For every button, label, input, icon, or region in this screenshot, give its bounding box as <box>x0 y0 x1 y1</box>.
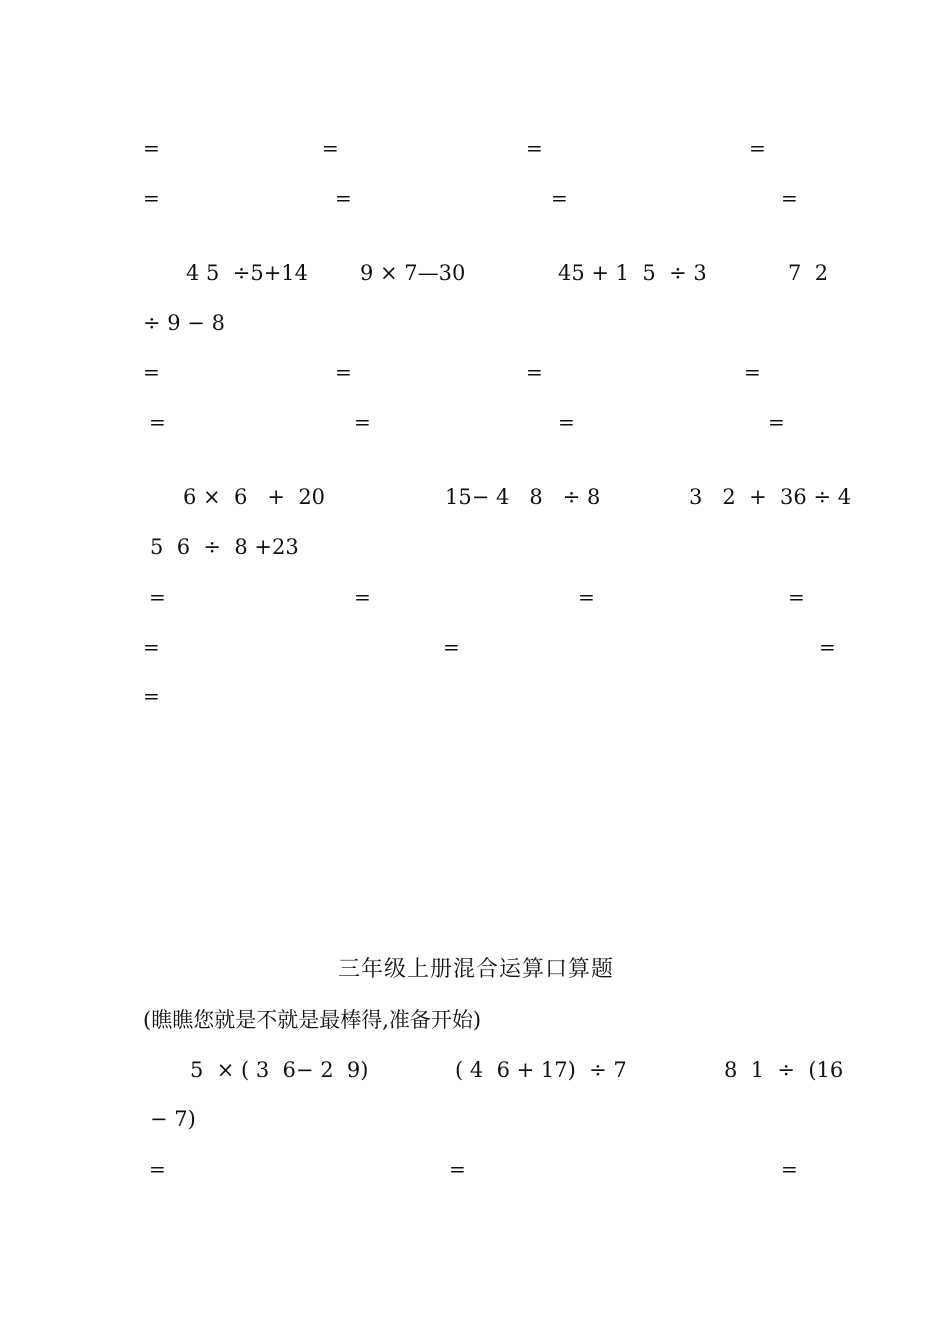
math-problem: 9 × 7—30 <box>360 261 466 285</box>
equals-sign: = <box>354 410 371 434</box>
equals-sign: = <box>558 410 575 434</box>
equals-sign: = <box>526 136 543 160</box>
intro-text: (瞧瞧您就是不就是最棒得,准备开始) <box>143 1008 482 1032</box>
equals-sign: = <box>781 186 798 210</box>
math-problem: ( 4 6 + 17) ÷ 7 <box>455 1058 627 1082</box>
math-problem: 3 2 + 36 ÷ 4 <box>689 485 852 509</box>
math-problem: 8 1 ÷ (16 <box>724 1058 844 1082</box>
math-problem: 5 × ( 3 6− 2 9) <box>190 1058 369 1082</box>
equals-sign: = <box>335 186 352 210</box>
math-problem-continuation: ÷ 9 − 8 <box>143 311 225 335</box>
equals-sign: = <box>143 360 160 384</box>
math-problem: 7 2 <box>788 261 829 285</box>
math-problem: 4 5 ÷5+14 <box>186 261 309 285</box>
equals-sign: = <box>143 635 160 659</box>
math-problem: 5 6 ÷ 8 +23 <box>150 535 299 559</box>
equals-sign: = <box>768 410 785 434</box>
equals-sign: = <box>354 585 371 609</box>
equals-sign: = <box>551 186 568 210</box>
equals-sign: = <box>578 585 595 609</box>
equals-sign: = <box>819 635 836 659</box>
page-title: 三年级上册混合运算口算题 <box>338 957 615 982</box>
equals-sign: = <box>143 186 160 210</box>
equals-sign: = <box>322 136 339 160</box>
equals-sign: = <box>335 360 352 384</box>
equals-sign: = <box>449 1157 466 1181</box>
math-problem: 6 × 6 + 20 <box>183 485 326 509</box>
equals-sign: = <box>143 136 160 160</box>
math-problem-continuation: − 7) <box>150 1107 196 1131</box>
math-problem: 15− 4 8 ÷ 8 <box>445 485 601 509</box>
equals-sign: = <box>443 635 460 659</box>
equals-sign: = <box>781 1157 798 1181</box>
equals-sign: = <box>143 684 160 708</box>
equals-sign: = <box>149 1157 166 1181</box>
equals-sign: = <box>744 360 761 384</box>
equals-sign: = <box>788 585 805 609</box>
equals-sign: = <box>526 360 543 384</box>
equals-sign: = <box>149 410 166 434</box>
equals-sign: = <box>149 585 166 609</box>
math-problem: 45 + 1 5 ÷ 3 <box>558 261 707 285</box>
equals-sign: = <box>749 136 766 160</box>
